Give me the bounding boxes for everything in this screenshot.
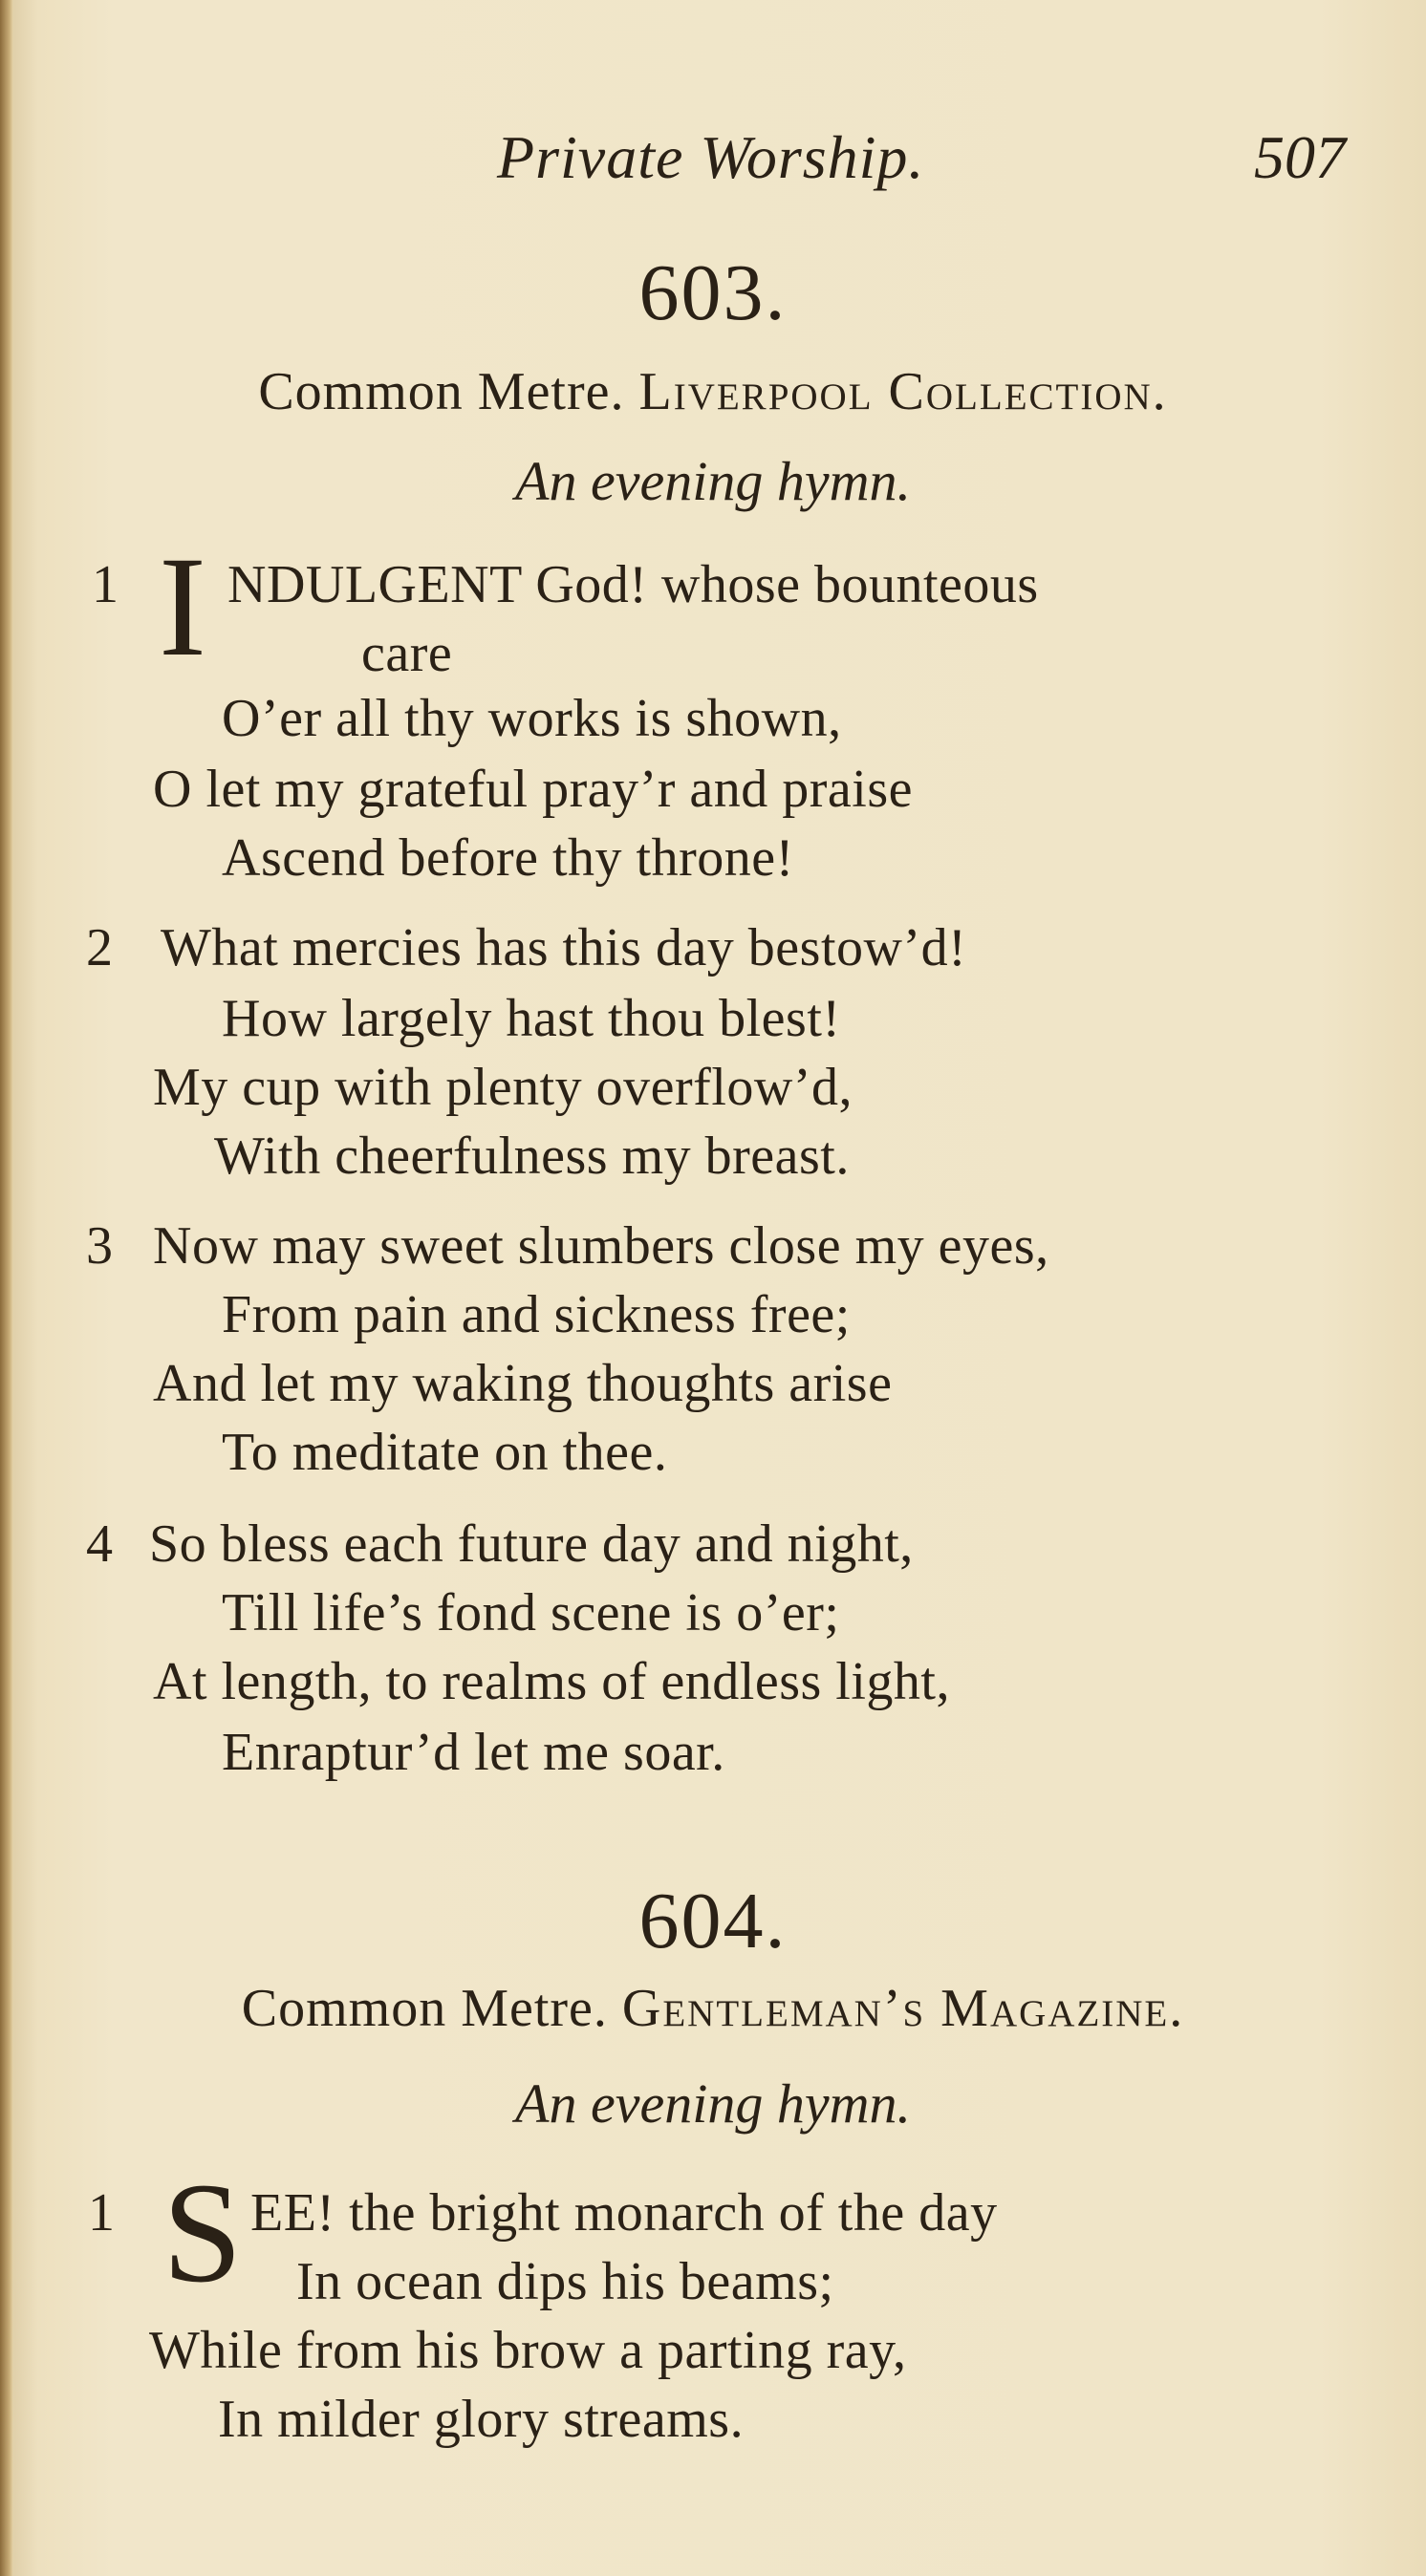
verse-line: From pain and sickness free; [222,1285,851,1344]
verse-line: Enraptur’d let me soar. [222,1723,725,1782]
verse-line: In ocean dips his beams; [296,2252,834,2311]
hymn-metre-source [0,361,1426,422]
hymn-metre: Common Metre. [258,362,625,421]
verse-line: EE! the bright monarch of the day [250,2183,998,2243]
drop-cap: I [159,527,206,686]
verse-line: To meditate on thee. [222,1423,668,1482]
verse-line: At length, to realms of endless light, [153,1652,950,1711]
hymn-metre: Common Metre. [241,1979,608,2038]
verse-line: O let my grateful pray’r and praise [153,760,913,819]
verse-line: care [361,624,453,683]
verse-line: And let my waking thoughts arise [153,1354,893,1413]
verse-number: 1 [92,555,119,614]
hymn-number: 603. [638,248,788,337]
verse-number: 2 [86,918,113,977]
verse-line: With cheerfulness my breast. [214,1127,850,1186]
verse-number: 1 [88,2183,115,2243]
hymn-metre-source [0,1978,1426,2039]
verse-line: Now may sweet slumbers close my eyes, [153,1216,1049,1276]
verse-line: Ascend before thy throne! [222,828,794,888]
verse-number: 4 [86,1514,113,1574]
verse-line: My cup with plenty overflow’d, [153,1058,853,1117]
verse-line: Till life’s fond scene is o’er; [222,1583,840,1642]
verse-line: What mercies has this day bestow’d! [161,918,967,977]
hymn-source: Liverpool Collection. [638,362,1168,421]
verse-line: In milder glory streams. [218,2390,745,2449]
verse-line: NDULGENT God! whose bounteous [227,555,1039,614]
hymn-source: Gentleman’s Magazine. [621,1979,1185,2038]
verse-line: O’er all thy works is shown, [222,689,842,748]
hymn-number: 604. [638,1877,788,1965]
verse-number: 3 [86,1216,113,1276]
verse-line: How largely hast thou blest! [222,989,841,1048]
hymn-subtitle: An evening hymn. [515,2072,911,2135]
page-number: 507 [1254,123,1346,191]
verse-line: While from his brow a parting ray, [149,2321,907,2380]
running-header [0,122,1426,199]
hymn-subtitle: An evening hymn. [515,450,911,512]
verse-line: So bless each future day and night, [149,1514,914,1574]
drop-cap: S [162,2154,243,2312]
running-title: Private Worship. [497,123,925,191]
